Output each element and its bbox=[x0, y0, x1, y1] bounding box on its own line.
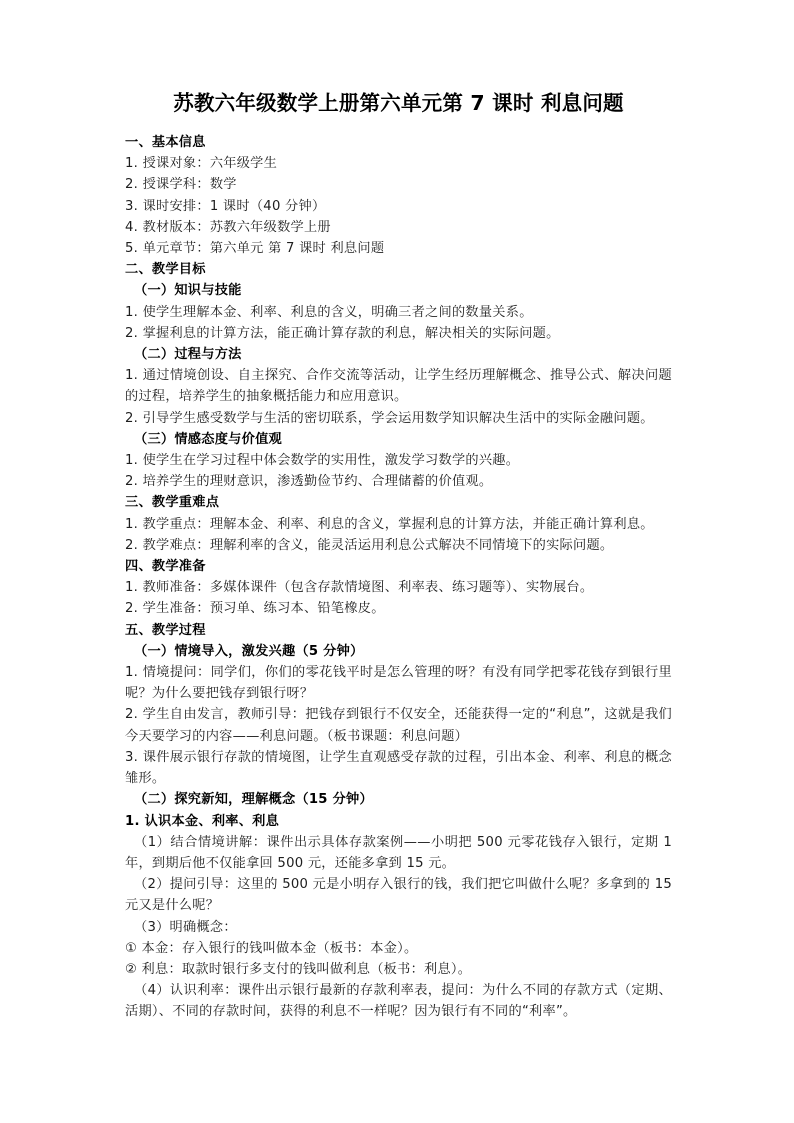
subsection-heading: （三）情感态度与价值观 bbox=[134, 431, 282, 447]
paragraph: ② 利息：取款时银行多支付的钱叫做利息（板书：利息）。 bbox=[125, 961, 472, 977]
subsection-item-heading: 1. 认识本金、利率、利息 bbox=[125, 813, 280, 829]
section-heading-key-difficult-points: 三、教学重难点 bbox=[125, 495, 220, 511]
paragraph: ① 本金：存入银行的钱叫做本金（板书：本金）。 bbox=[125, 940, 418, 956]
paragraph: 1. 使学生理解本金、利率、利息的含义，明确三者之间的数量关系。 bbox=[125, 304, 533, 320]
paragraph: 3. 课件展示银行存款的情境图，让学生直观感受存款的过程，引出本金、利率、利息的概念雏形。 bbox=[125, 749, 672, 787]
page-title: 苏教六年级数学上册第六单元第 7 课时 利息问题 bbox=[173, 91, 624, 115]
paragraph: （2）提问引导：这里的 500 元是小明存入银行的钱，我们把它叫做什么呢？多拿到的 15 元又是什么呢？ bbox=[125, 877, 672, 914]
paragraph: 2. 学生自由发言，教师引导：把钱存到银行不仅安全，还能获得一定的“利息”，这就是我们今天要学习的内容——利息问题。（板书课题：利息问题） bbox=[125, 707, 672, 744]
paragraph: 1. 通过情境创设、自主探究、合作交流等活动，让学生经历理解概念、推导公式、解决问题的过程，培养学生的抽象概括能力和应用意识。 bbox=[125, 368, 672, 405]
paragraph: （4）认识利率：课件出示银行最新的存款利率表，提问：为什么不同的存款方式（定期、活期）、不同的存款时间，获得的利息不一样呢？因为银行有不同的“利率”。 bbox=[125, 983, 672, 1020]
paragraph: 2. 授课学科：数学 bbox=[125, 177, 237, 193]
subsection-heading: （二）过程与方法 bbox=[134, 347, 242, 363]
paragraph: 1. 教学重点：理解本金、利率、利息的含义，掌握利息的计算方法，并能正确计算利息。 bbox=[125, 516, 654, 532]
subsection-heading: （一）情境导入，激发兴趣（5 分钟） bbox=[134, 643, 364, 659]
section-heading-basic-info: 一、基本信息 bbox=[125, 135, 206, 150]
paragraph: 5. 单元章节：第六单元 第 7 课时 利息问题 bbox=[125, 241, 385, 257]
subsection-heading: （二）探究新知，理解概念（15 分钟） bbox=[134, 792, 373, 808]
paragraph: 3. 课时安排：1 课时（40 分钟） bbox=[125, 198, 326, 214]
paragraph: 2. 引导学生感受数学与生活的密切联系，学会运用数学知识解决生活中的实际金融问题。 bbox=[125, 410, 654, 426]
subsection-heading: （一）知识与技能 bbox=[134, 283, 242, 299]
paragraph: （1）结合情境讲解：课件出示具体存款案例——小明把 500 元零花钱存入银行，定期 1 年，到期后他不仅能拿回 500 元，还能多拿到 15 元。 bbox=[125, 834, 672, 871]
paragraph: 1. 使学生在学习过程中体会数学的实用性，激发学习数学的兴趣。 bbox=[125, 453, 520, 469]
paragraph: 2. 掌握利息的计算方法，能正确计算存款的利息，解决相关的实际问题。 bbox=[125, 325, 560, 341]
paragraph: 1. 教师准备：多媒体课件（包含存款情境图、利率表、练习题等）、实物展台。 bbox=[125, 580, 594, 596]
paragraph: 4. 教材版本：苏教六年级数学上册 bbox=[125, 219, 331, 235]
paragraph: 1. 授课对象：六年级学生 bbox=[125, 156, 278, 172]
document-body bbox=[125, 132, 672, 1023]
paragraph: 2. 教学难点：理解利率的含义，能灵活运用利息公式解决不同情境下的实际问题。 bbox=[125, 537, 614, 553]
section-heading-teaching-process: 五、教学过程 bbox=[125, 622, 206, 638]
section-heading-teaching-preparation: 四、教学准备 bbox=[125, 559, 206, 575]
section-heading-teaching-objectives: 二、教学目标 bbox=[125, 262, 206, 278]
paragraph: 2. 学生准备：预习单、练习本、铅笔橡皮。 bbox=[125, 601, 385, 617]
paragraph: 2. 培养学生的理财意识，渗透勤俭节约、合理储蓄的价值观。 bbox=[125, 474, 493, 490]
paragraph: （3）明确概念： bbox=[134, 919, 237, 935]
paragraph: 1. 情境提问：同学们，你们的零花钱平时是怎么管理的呀？有没有同学把零花钱存到银行里呢？为什么要把钱存到银行呀？ bbox=[125, 665, 672, 702]
